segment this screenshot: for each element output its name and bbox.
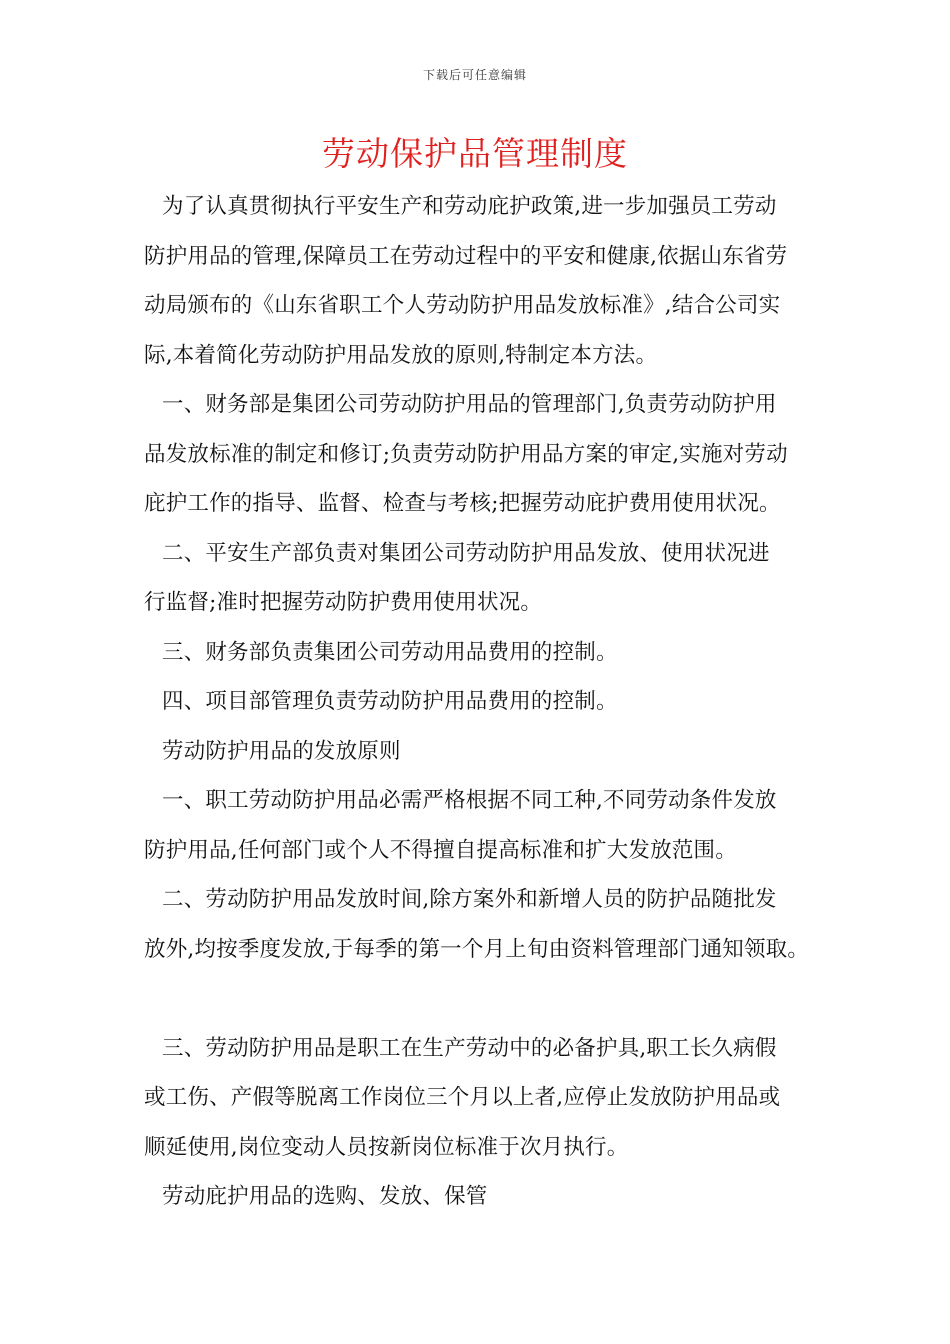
- paragraph-line: 际,本着简化劳动防护用品发放的原则,特制定本方法。: [144, 342, 658, 368]
- paragraph-line: 防护用品,任何部门或个人不得擅自提高标准和扩大发放范围。: [144, 837, 737, 863]
- paragraph-line: 或工伤、产假等脱离工作岗位三个月以上者,应停止发放防护用品或: [144, 1085, 781, 1110]
- paragraph-line: 动局颁布的《山东省职工个人劳动防护用品发放标准》,结合公司实: [144, 293, 781, 318]
- document-title: 劳动保护品管理制度: [322, 134, 628, 173]
- paragraph-line: 二、劳动防护用品发放时间,除方案外和新增人员的防护品随批发: [162, 887, 777, 912]
- header-note: 下载后可任意编辑: [422, 68, 527, 82]
- paragraph-line: 二、平安生产部负责对集团公司劳动防护用品发放、使用状况进: [162, 540, 770, 566]
- paragraph-line: 顺延使用,岗位变动人员按新岗位标准于次月执行。: [144, 1134, 629, 1160]
- paragraph-line: 防护用品的管理,保障员工在劳动过程中的平安和健康,依据山东省劳: [144, 243, 788, 269]
- section-heading: 劳动庇护用品的选购、发放、保管: [162, 1184, 488, 1209]
- paragraph-line: 品发放标准的制定和修订;负责劳动防护用品方案的审定,实施对劳动: [144, 441, 788, 467]
- paragraph-line: 三、劳动防护用品是职工在生产劳动中的必备护具,职工长久病假: [162, 1035, 777, 1061]
- paragraph-line: 三、财务部负责集团公司劳动用品费用的控制。: [162, 639, 618, 665]
- paragraph-line: 为了认真贯彻执行平安生产和劳动庇护政策,进一步加强员工劳动: [162, 194, 777, 219]
- paragraph-line: 一、职工劳动防护用品必需严格根据不同工种,不同劳动条件发放: [162, 788, 777, 813]
- paragraph-line: 放外,均按季度发放,于每季的第一个月上旬由资料管理部门通知领取。: [144, 936, 810, 962]
- paragraph-line: 四、项目部管理负责劳动防护用品费用的控制。: [162, 689, 618, 714]
- section-heading: 劳动防护用品的发放原则: [162, 738, 401, 764]
- blank-line: [144, 974, 824, 1024]
- document-body: [144, 182, 824, 1222]
- paragraph-line: 一、财务部是集团公司劳动防护用品的管理部门,负责劳动防护用: [162, 392, 777, 417]
- paragraph-line: 庇护工作的指导、监督、检查与考核;把握劳动庇护费用使用状况。: [144, 491, 781, 516]
- paragraph-line: 行监督;准时把握劳动防护费用使用状况。: [144, 590, 543, 615]
